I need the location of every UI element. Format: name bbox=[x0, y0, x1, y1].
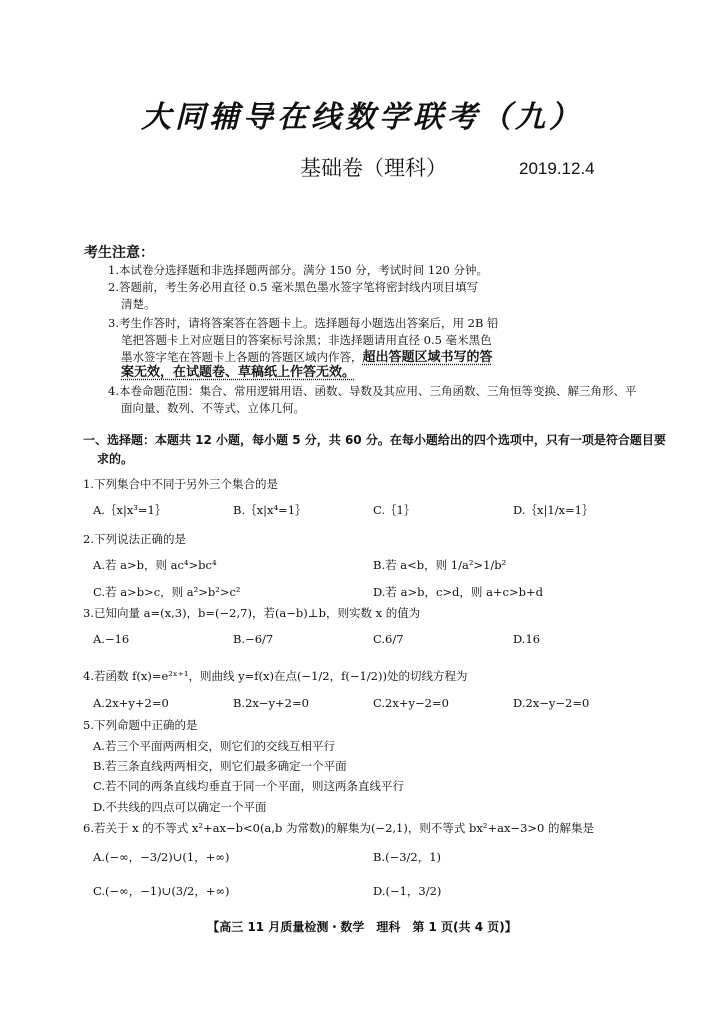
exam-subtitle: 基础卷（理科） bbox=[300, 156, 447, 180]
question-5-option-c: C.若不同的两条直线均垂直于同一个平面，则这两条直线平行 bbox=[93, 779, 405, 793]
question-1-option-a: A.｛x|x³=1｝ bbox=[93, 503, 167, 517]
question-6-stem: 6.若关于 x 的不等式 x²+ax−b<0(a,b 为常数)的解集为(−2,1)，则不等式 bx²+ax−3>0 的解集是 bbox=[83, 821, 594, 835]
question-4-option-b: B.2x−y+2=0 bbox=[233, 696, 309, 710]
question-2-option-c: C.若 a>b>c，则 a²>b²>c² bbox=[93, 585, 241, 599]
notice-emphasis-1: 超出答题区域书写的答 bbox=[362, 350, 493, 365]
notice-line-1: 1.本试卷分选择题和非选择题两部分。满分 150 分，考试时间 120 分钟。 bbox=[108, 263, 488, 277]
question-3-option-c: C.6/7 bbox=[373, 632, 404, 646]
notice-title: 考生注意： bbox=[84, 245, 154, 261]
notice-line-3c-plain: 墨水签字笔在答题卡上各题的答题区域内作答， bbox=[121, 350, 363, 364]
notice-emphasis-2: 案无效，在试题卷、草稿纸上作答无效。 bbox=[121, 365, 356, 380]
exam-date: 2019.12.4 bbox=[519, 159, 595, 178]
section-heading-cont: 求的。 bbox=[97, 452, 134, 466]
question-4-option-a: A.2x+y+2=0 bbox=[93, 696, 169, 710]
notice-line-3b: 笔把答题卡上对应题目的答案标号涂黑；非选择题请用直径 0.5 毫米黑色 bbox=[121, 333, 492, 347]
question-6-option-a: A.(−∞，−3/2)∪(1，+∞) bbox=[93, 850, 230, 864]
question-1-stem: 1.下列集合中不同于另外三个集合的是 bbox=[83, 477, 278, 491]
exam-title: 大同辅导在线数学联考（九） bbox=[141, 100, 583, 135]
question-3-option-d: D.16 bbox=[513, 632, 541, 646]
question-4-stem: 4.若函数 f(x)=e²ˣ⁺¹，则曲线 y=f(x)在点(−1/2，f(−1/2))处的切线方程为 bbox=[83, 669, 468, 683]
question-1-option-b: B.｛x|x⁴=1｝ bbox=[233, 503, 307, 517]
question-6-option-d: D.(−1，3/2) bbox=[373, 884, 442, 898]
question-5-option-a: A.若三个平面两两相交，则它们的交线互相平行 bbox=[93, 739, 335, 753]
question-2-option-a: A.若 a>b，则 ac⁴>bc⁴ bbox=[93, 558, 217, 572]
question-2-option-d: D.若 a>b，c>d，则 a+c>b+d bbox=[373, 585, 543, 599]
notice-line-3a: 3.考生作答时，请将答案答在答题卡上。选择题每小题选出答案后，用 2B 铅 bbox=[108, 316, 499, 330]
question-5-stem: 5.下列命题中正确的是 bbox=[83, 718, 198, 732]
question-5-option-d: D.不共线的四点可以确定一个平面 bbox=[93, 800, 267, 814]
question-6-option-b: B.(−3/2，1) bbox=[373, 850, 442, 864]
question-3-option-b: B.−6/7 bbox=[233, 632, 274, 646]
notice-line-4a: 4.本卷命题范围：集合、常用逻辑用语、函数、导数及其应用、三角函数、三角恒等变换、解三角形、平 bbox=[108, 384, 637, 398]
question-5-option-b: B.若三条直线两两相交，则它们最多确定一个平面 bbox=[93, 759, 347, 773]
question-4-option-c: C.2x+y−2=0 bbox=[373, 696, 449, 710]
question-2-option-b: B.若 a<b，则 1/a²>1/b² bbox=[373, 558, 507, 572]
question-6-option-c: C.(−∞，−1)∪(3/2，+∞) bbox=[93, 884, 230, 898]
notice-line-2a: 2.答题前，考生务必用直径 0.5 毫米黑色墨水签字笔将密封线内项目填写 bbox=[108, 280, 479, 294]
page-footer: 【高三 11 月质量检测・数学 理科 第 1 页(共 4 页)】 bbox=[207, 920, 517, 934]
notice-line-4b: 面向量、数列、不等式、立体几何。 bbox=[121, 401, 305, 415]
question-1-option-d: D.｛x|1/x=1｝ bbox=[513, 503, 594, 517]
question-4-option-d: D.2x−y−2=0 bbox=[513, 696, 590, 710]
question-3-option-a: A.−16 bbox=[93, 632, 130, 646]
question-1-option-c: C.｛1｝ bbox=[373, 503, 416, 517]
question-2-stem: 2.下列说法正确的是 bbox=[83, 532, 186, 546]
section-heading: 一、选择题：本题共 12 小题，每小题 5 分，共 60 分。在每小题给出的四个选项中，只有一项是符合题目要 bbox=[83, 433, 666, 447]
question-3-stem: 3.已知向量 a=(x,3)，b=(−2,7)，若(a−b)⊥b，则实数 x 的值为 bbox=[83, 606, 421, 620]
notice-line-2b: 清楚。 bbox=[121, 297, 156, 311]
